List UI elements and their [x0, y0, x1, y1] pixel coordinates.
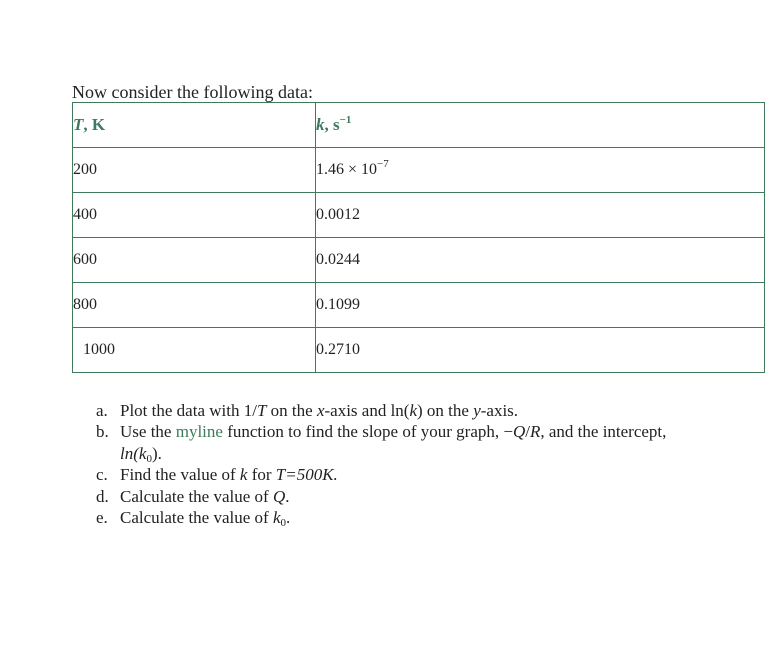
header-rate-symbol: k	[316, 115, 325, 134]
table-row	[73, 148, 765, 193]
table-row	[73, 238, 765, 283]
header-temperature-unit: , K	[83, 115, 106, 134]
rate-cell	[316, 148, 765, 193]
task-text: function to find the slope of your graph, −	[222, 422, 513, 442]
header-rate-exponent: −1	[339, 114, 352, 126]
task-text: Find the value of	[120, 465, 240, 485]
task-text: on the	[266, 401, 317, 420]
task-text: for	[247, 465, 276, 485]
header-rate-unit: , s	[324, 115, 340, 134]
rate-mantissa: 1.46 × 10	[316, 161, 378, 178]
rate-cell: 0.1099	[316, 283, 765, 328]
task-text: Plot the data with 1/	[120, 401, 257, 420]
rate-cell: 0.0012	[316, 193, 765, 238]
task-letter: e.	[96, 508, 108, 528]
task-text: , and the intercept,	[540, 422, 667, 442]
task-subscript: 0	[280, 517, 286, 530]
temperature-cell: 800	[73, 283, 316, 328]
task-text: ).	[151, 443, 162, 463]
task-var: k	[272, 508, 281, 528]
task-var: T	[256, 401, 267, 420]
task-var: x	[316, 401, 325, 420]
task-text: Calculate the value of	[120, 508, 273, 528]
task-text: .	[285, 508, 291, 528]
task-item-a	[96, 400, 696, 421]
task-var: k	[409, 401, 418, 420]
task-item-c	[96, 464, 696, 485]
task-var: k	[239, 465, 248, 485]
task-var: R	[529, 422, 541, 442]
temperature-cell: 1000	[73, 328, 316, 373]
task-text: Use the	[120, 422, 176, 442]
temperature-cell: 400	[73, 193, 316, 238]
header-temperature	[73, 103, 316, 148]
task-var: Q	[512, 422, 526, 442]
task-item-d	[96, 486, 696, 507]
task-text: ) on the	[417, 401, 474, 420]
task-var: Q	[272, 486, 286, 506]
task-letter: a.	[96, 401, 108, 420]
temperature-cell: 200	[73, 148, 316, 193]
myline-link[interactable]: myline	[175, 422, 223, 442]
rate-cell: 0.0244	[316, 238, 765, 283]
rate-cell: 0.2710	[316, 328, 765, 373]
rate-exponent: −7	[377, 158, 389, 170]
header-rate-constant	[316, 103, 765, 148]
task-letter: d.	[96, 486, 109, 506]
task-letter: c.	[96, 465, 108, 485]
task-text: /	[525, 422, 530, 442]
task-text: -axis and ln(	[324, 401, 410, 420]
temperature-cell: 600	[73, 238, 316, 283]
task-var: T=500K.	[275, 465, 338, 485]
task-item-e	[96, 507, 696, 528]
task-var: ln(k	[120, 443, 147, 463]
intro-text: Now consider the following data:	[72, 82, 313, 102]
task-var: y	[473, 401, 481, 420]
task-text: -axis.	[480, 401, 519, 420]
task-item-b	[96, 421, 696, 464]
task-letter: b.	[96, 422, 109, 442]
task-subscript: 0	[146, 452, 152, 465]
table-row	[73, 328, 765, 373]
table-header-row	[73, 103, 765, 148]
header-temperature-symbol: T	[73, 115, 84, 134]
table-row	[73, 193, 765, 238]
data-table	[72, 102, 765, 373]
task-list	[96, 400, 696, 528]
table-row	[73, 283, 765, 328]
task-text: .	[285, 486, 290, 506]
task-text: Calculate the value of	[120, 486, 273, 506]
